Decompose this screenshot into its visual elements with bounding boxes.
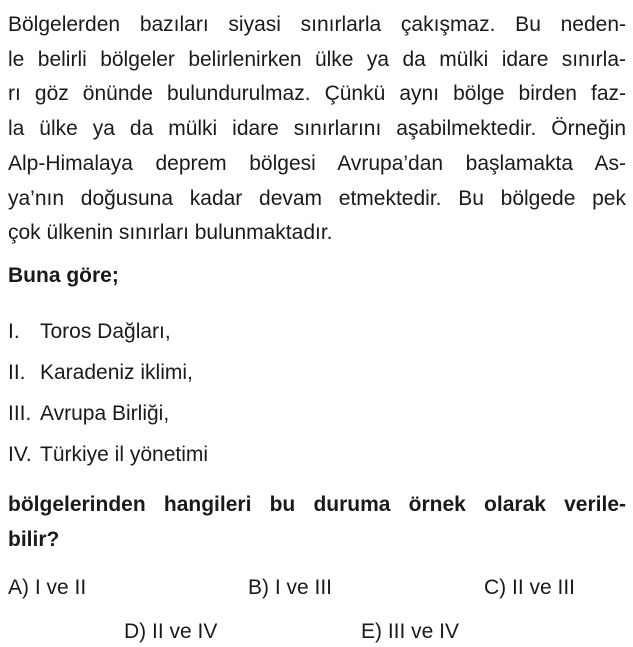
statement-text: Toros Dağları, [40,320,171,343]
option-e[interactable]: E) III ve IV [361,620,460,643]
statement-number: IV. [8,443,32,466]
statement-item [8,358,208,399]
option-d[interactable]: D) II ve IV [124,620,218,643]
question-stem: Buna göre; [8,264,119,287]
passage-line: Bölgelerden bazıları siyasi sınırlarla çakışmaz. Bu neden- [8,13,626,36]
passage-line: la ülke ya da mülki idare sınırlarını aşabilmektedir. Örneğin [8,117,626,141]
passage-line: le belirli bölgeler belirlenirken ülke ya da mülki idare sınırla- [8,47,626,71]
question-line: bilir? [8,527,60,551]
passage-line: çok ülkenin sınırları bulunmaktadır. [8,221,333,245]
passage-text [8,8,626,251]
statement-number: II. [8,361,26,384]
statement-number: I. [8,320,20,343]
statement-text: Avrupa Birliği, [40,402,170,425]
option-c[interactable]: C) II ve III [484,576,576,599]
passage-line: rı göz önünde bulundurulmaz. Çünkü aynı bölge birden faz- [8,82,626,106]
option-b[interactable]: B) I ve III [248,576,333,599]
statement-item [8,399,208,440]
statement-item [8,440,208,481]
statement-list [8,317,208,481]
question-line: bölgelerinden hangileri bu duruma örnek olarak verile- [8,493,626,516]
passage-line: Alp-Himalaya deprem bölgesi Avrupa’dan başlamakta As- [8,151,626,175]
statement-text: Karadeniz iklimi, [40,361,193,384]
statement-text: Türkiye il yönetimi [40,443,209,466]
statement-number: III. [8,402,32,425]
option-a[interactable]: A) I ve II [8,576,87,599]
question-page [8,8,626,643]
statement-item [8,317,208,358]
question-prompt [8,488,626,557]
passage-line: ya’nın doğusuna kadar devam etmektedir. Bu bölgede pek [8,186,626,210]
